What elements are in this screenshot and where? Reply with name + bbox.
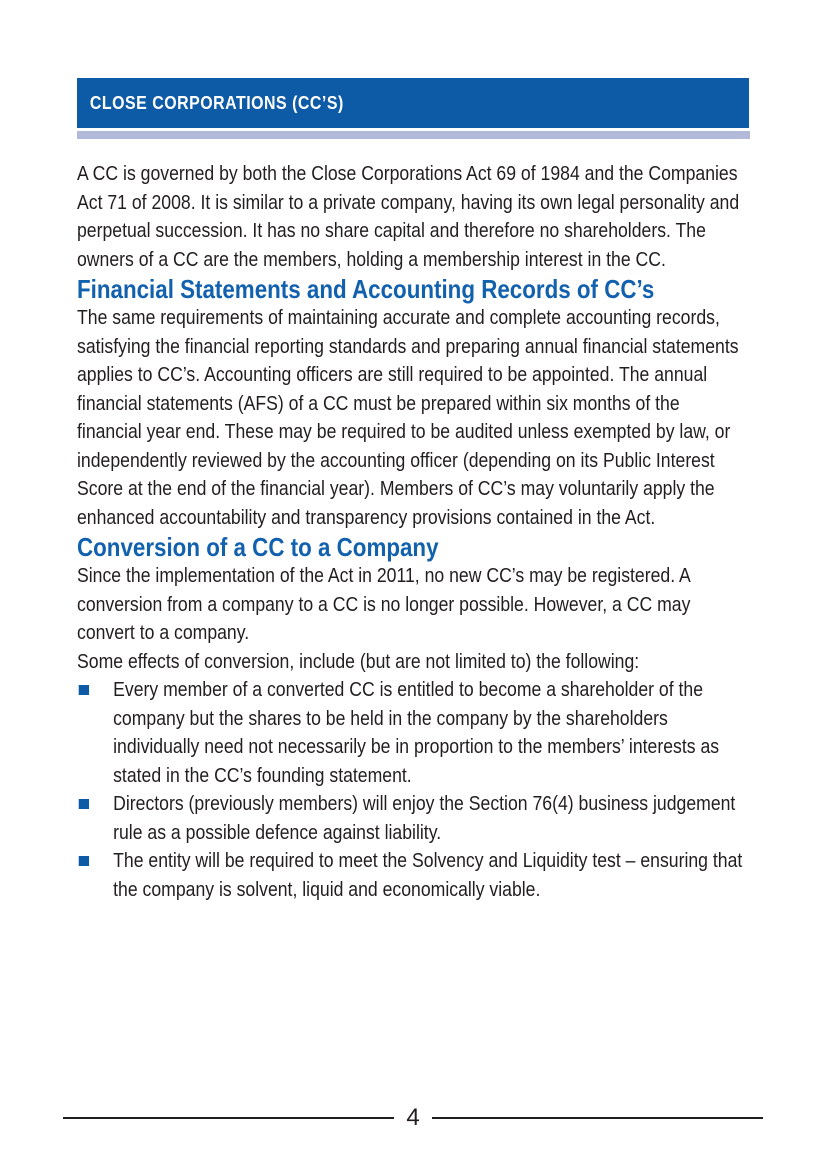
list-item-text: Directors (previously members) will enjoy the Section 76(4) business judgement rule as a possible defence against liability.: [113, 792, 736, 844]
page-content: [77, 160, 749, 904]
bullet-square-icon: [79, 685, 89, 695]
list-item: [77, 676, 749, 790]
footer-rule-right: [432, 1117, 763, 1119]
bullet-square-icon: [79, 799, 89, 809]
conversion-effects-intro: Some effects of conversion, include (but are not limited to) the following:: [77, 649, 640, 673]
bullet-square-icon: [79, 856, 89, 866]
list-item-text: The entity will be required to meet the Solvency and Liquidity test – ensuring that the company is solvent, liquid and economically viable.: [113, 849, 743, 901]
heading-financial-statements: Financial Statements and Accounting Records of CC’s: [77, 274, 655, 304]
list-item: [77, 790, 749, 847]
section-header-title: CLOSE CORPORATIONS (CC’S): [89, 92, 344, 113]
intro-paragraph: A CC is governed by both the Close Corporations Act 69 of 1984 and the Companies Act 71 of 2008. It is similar to a private company, having its own legal personality and perpetual succession. It has no share capital and therefore no shareholders. The owners of a CC are the members, holding a membership interest in the CC.: [77, 162, 740, 271]
page-footer: [63, 1104, 763, 1132]
section-header-bar: [77, 78, 749, 128]
list-item-text: Every member of a converted CC is entitled to become a shareholder of the company but the shares to be held in the company by the shareholders individually need not necessarily be in proportion to the members’ interests as stated in the CC’s founding statement.: [113, 678, 720, 787]
conversion-paragraph: Since the implementation of the Act in 2011, no new CC’s may be registered. A conversion from a company to a CC is no longer possible. However, a CC may convert to a company.: [77, 564, 691, 644]
list-item: [77, 847, 749, 904]
footer-rule-left: [63, 1117, 394, 1119]
conversion-effects-list: [77, 676, 749, 904]
financial-statements-paragraph: The same requirements of maintaining accurate and complete accounting records, satisfying the financial reporting standards and preparing annual financial statements applies to CC’s. Accounting officers are still required to be appointed. The annual financial statements (AFS) of a CC must be prepared within six months of the financial year end. These may be required to be audited unless exempted by law, or independently reviewed by the accounting officer (depending on its Public Interest Score at the end of the financial year). Members of CC’s may voluntarily apply the enhanced accountability and transparency provisions contained in the Act.: [77, 306, 739, 529]
heading-conversion: Conversion of a CC to a Company: [77, 532, 439, 562]
accent-divider: [77, 131, 750, 139]
page-number: 4: [406, 1104, 420, 1131]
